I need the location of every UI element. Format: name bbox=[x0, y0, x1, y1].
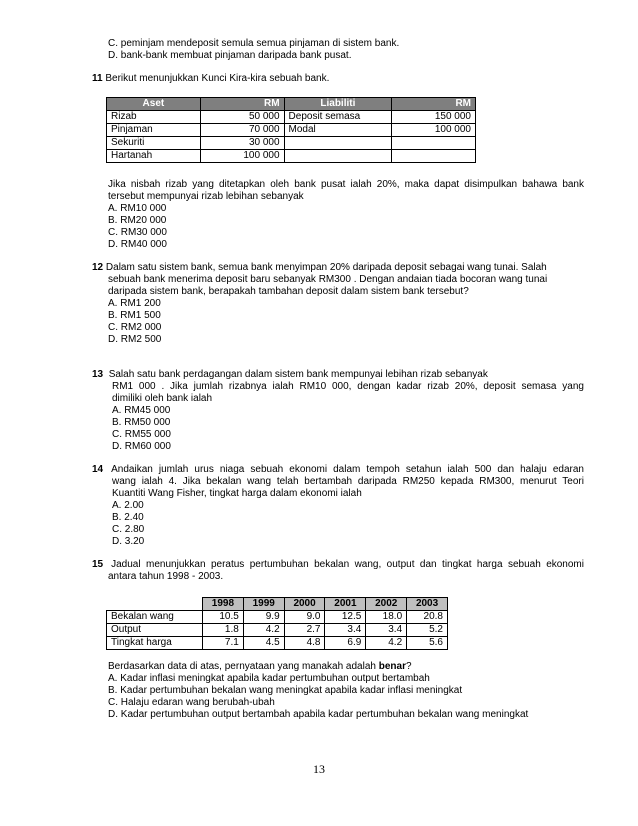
q15-header-year: 1999 bbox=[243, 598, 284, 611]
q11-cell: Rizab bbox=[107, 111, 201, 124]
q15-header-year: 2000 bbox=[284, 598, 325, 611]
q11-header-rm-liabiliti: RM bbox=[392, 98, 476, 111]
q15-cell: 20.8 bbox=[407, 611, 448, 624]
q14-line1 bbox=[92, 464, 584, 476]
q15-row-label: Output bbox=[107, 624, 203, 637]
q11-number: 11 bbox=[92, 73, 103, 84]
q15-cell: 4.5 bbox=[243, 637, 284, 650]
q15-cell: 4.2 bbox=[243, 624, 284, 637]
page-number: 13 bbox=[313, 762, 325, 776]
table-row bbox=[107, 637, 448, 650]
q13-line1 bbox=[92, 369, 488, 381]
q15-header-blank bbox=[107, 598, 203, 611]
q15-cell: 7.1 bbox=[203, 637, 244, 650]
q11-header-aset: Aset bbox=[107, 98, 201, 111]
q13-line2: RM1 000 . Jika jumlah rizabnya ialah RM10 000, dengan kadar rizab 20%, deposit semasa yang bbox=[112, 381, 584, 392]
q13-option-c: C. RM55 000 bbox=[112, 429, 171, 440]
table-row bbox=[107, 124, 476, 137]
q12-line2: sebuah bank menerima deposit baru sebanyak RM300 . Dengan andaian tiada bocoran wang tunai bbox=[108, 274, 548, 285]
q15-cell: 9.0 bbox=[284, 611, 325, 624]
q11-cell: 150 000 bbox=[392, 111, 476, 124]
q11-header-row bbox=[107, 98, 476, 111]
q15-cell: 18.0 bbox=[366, 611, 407, 624]
q15-cell: 4.8 bbox=[284, 637, 325, 650]
q13-option-a: A. RM45 000 bbox=[112, 405, 171, 416]
q15-cell: 5.6 bbox=[407, 637, 448, 650]
q15-line1 bbox=[92, 559, 584, 571]
q11-balance-sheet bbox=[106, 97, 476, 163]
q15-header-year: 1998 bbox=[203, 598, 244, 611]
q15-cell: 5.2 bbox=[407, 624, 448, 637]
q11-stem bbox=[92, 73, 329, 85]
q12-number: 12 bbox=[92, 262, 104, 273]
q11-option-d: D. RM40 000 bbox=[108, 239, 167, 250]
q11-option-a: A. RM10 000 bbox=[108, 203, 167, 214]
q13-line1-text: Salah satu bank perdagangan dalam sistem bank mempunyai lebihan rizab sebanyak bbox=[108, 369, 488, 380]
q11-cell bbox=[392, 150, 476, 163]
q11-cell bbox=[392, 137, 476, 150]
q14-option-d: D. 3.20 bbox=[112, 536, 145, 547]
q15-cell: 4.2 bbox=[366, 637, 407, 650]
q15-cell: 9.9 bbox=[243, 611, 284, 624]
q11-stem-text: Berikut menunjukkan Kunci Kira-kira sebuah bank. bbox=[105, 73, 330, 84]
q11-cell: Pinjaman bbox=[107, 124, 201, 137]
q15-row-label: Tingkat harga bbox=[107, 637, 203, 650]
q11-cell bbox=[284, 150, 392, 163]
q11-option-c: C. RM30 000 bbox=[108, 227, 167, 238]
q15-line1-text: Jadual menunjukkan peratus pertumbuhan bekalan wang, output dan tingkat harga sebuah ekonomi bbox=[111, 559, 584, 570]
q10-option-d: D. bank-bank membuat pinjaman daripada bank pusat. bbox=[108, 50, 352, 61]
q11-text-line1: Jika nisbah rizab yang ditetapkan oleh bank pusat ialah 20%, maka dapat disimpulkan bahawa bank bbox=[108, 179, 584, 190]
q13-option-b: B. RM50 000 bbox=[112, 417, 171, 428]
q14-option-c: C. 2.80 bbox=[112, 524, 145, 535]
q11-cell: 100 000 bbox=[392, 124, 476, 137]
q14-line2: wang ialah 4. Jika bekalan wang telah bertambah daripada RM250 kepada RM300, menurut Teori bbox=[112, 476, 584, 487]
q15-cell: 2.7 bbox=[284, 624, 325, 637]
q14-line3: Kuantiti Wang Fisher, tingkat harga dalam ekonomi ialah bbox=[112, 488, 362, 499]
q11-cell: 70 000 bbox=[200, 124, 284, 137]
q12-option-c: C. RM2 000 bbox=[108, 322, 162, 333]
q15-prompt-end: ? bbox=[405, 661, 412, 672]
q11-header-rm-aset: RM bbox=[200, 98, 284, 111]
q13-option-d: D. RM60 000 bbox=[112, 441, 171, 452]
q11-cell bbox=[284, 137, 392, 150]
q15-row-label: Bekalan wang bbox=[107, 611, 203, 624]
q11-cell: 30 000 bbox=[200, 137, 284, 150]
table-row bbox=[107, 111, 476, 124]
q15-cell: 6.9 bbox=[325, 637, 366, 650]
q12-option-b: B. RM1 500 bbox=[108, 310, 161, 321]
q15-cell: 3.4 bbox=[366, 624, 407, 637]
table-row bbox=[107, 611, 448, 624]
q15-number: 15 bbox=[92, 559, 104, 570]
q15-prompt-text: Berdasarkan data di atas, pernyataan yang manakah adalah bbox=[108, 661, 379, 672]
q10-option-c: C. peminjam mendeposit semula semua pinjaman di sistem bank. bbox=[108, 38, 400, 49]
q14-line1-text: Andaikan jumlah urus niaga sebuah ekonomi dalam tempoh setahun ialah 500 dan halaju edaran bbox=[111, 464, 584, 475]
table-row bbox=[107, 150, 476, 163]
table-row bbox=[107, 624, 448, 637]
q11-cell: Deposit semasa bbox=[284, 111, 392, 124]
q15-cell: 12.5 bbox=[325, 611, 366, 624]
q11-cell: 100 000 bbox=[200, 150, 284, 163]
q15-header-year: 2001 bbox=[325, 598, 366, 611]
q12-line1-text: Dalam satu sistem bank, semua bank menyimpan 20% daripada deposit sebagai wang tunai. Salah bbox=[105, 262, 547, 273]
table-row bbox=[107, 137, 476, 150]
q13-number: 13 bbox=[92, 369, 104, 380]
q15-header-year: 2003 bbox=[407, 598, 448, 611]
q11-cell: Modal bbox=[284, 124, 392, 137]
q11-header-liabiliti: Liabiliti bbox=[284, 98, 392, 111]
q11-text-line2: tersebut mempunyai rizab lebihan sebanyak bbox=[108, 191, 304, 202]
q15-option-d: D. Kadar pertumbuhan output bertambah apabila kadar pertumbuhan bekalan wang meningkat bbox=[108, 709, 529, 720]
q15-option-c: C. Halaju edaran wang berubah-ubah bbox=[108, 697, 275, 708]
q12-option-a: A. RM1 200 bbox=[108, 298, 161, 309]
q11-cell: Sekuriti bbox=[107, 137, 201, 150]
q11-option-b: B. RM20 000 bbox=[108, 215, 167, 226]
q15-cell: 10.5 bbox=[203, 611, 244, 624]
q14-option-b: B. 2.40 bbox=[112, 512, 144, 523]
q15-option-b: B. Kadar pertumbuhan bekalan wang meningkat apabila kadar inflasi meningkat bbox=[108, 685, 463, 696]
q13-line3: dimiliki oleh bank ialah bbox=[112, 393, 213, 404]
q12-option-d: D. RM2 500 bbox=[108, 334, 162, 345]
q11-cell: Hartanah bbox=[107, 150, 201, 163]
q15-prompt-emphasis: benar bbox=[378, 661, 406, 672]
q15-cell: 1.8 bbox=[203, 624, 244, 637]
q15-option-a: A. Kadar inflasi meningkat apabila kadar pertumbuhan output bertambah bbox=[108, 673, 430, 684]
q15-header-year: 2002 bbox=[366, 598, 407, 611]
q14-number: 14 bbox=[92, 464, 104, 475]
q15-prompt bbox=[108, 661, 412, 673]
q12-line3: daripada sistem bank, berapakah tambahan deposit dalam sistem bank tersebut? bbox=[108, 286, 469, 297]
q15-growth-table bbox=[106, 597, 448, 650]
q14-option-a: A. 2.00 bbox=[112, 500, 144, 511]
q11-cell: 50 000 bbox=[200, 111, 284, 124]
q15-cell: 3.4 bbox=[325, 624, 366, 637]
q12-line1 bbox=[92, 262, 547, 274]
q15-line2: antara tahun 1998 - 2003. bbox=[108, 571, 224, 582]
q15-header-row bbox=[107, 598, 448, 611]
